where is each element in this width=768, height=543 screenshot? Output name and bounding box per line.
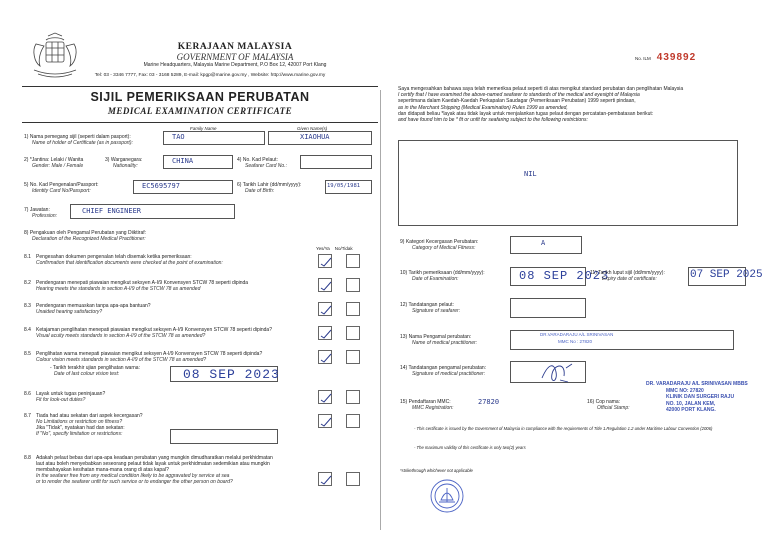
q82-number: 8.2 xyxy=(24,280,31,286)
ministry-name: KERAJAAN MALAYSIA xyxy=(177,42,293,52)
q87-english: No Limitations or restriction on fitness? xyxy=(36,419,123,425)
seafarer-card-field xyxy=(300,155,372,169)
f2-label: 2) *Jantina: Lelaki / Wanita xyxy=(24,157,84,163)
family-name-value: TAO xyxy=(172,133,185,141)
intro-malay: Saya mengesahkan bahawa saya telah memeriksa pelaut seperti di atas mengikut standard perubatan dan penglihatan Malaysia xyxy=(398,86,684,92)
practitioner-stamp-mmc: MMC No : 27820 xyxy=(558,339,593,344)
q87-no-checkbox[interactable] xyxy=(346,414,360,428)
marine-department-seal xyxy=(429,478,465,514)
q84-english: Visual acuity meets standards in section A-I/9 of the STCW 78 as amended? xyxy=(36,333,206,339)
q86-no-checkbox[interactable] xyxy=(346,390,360,404)
f4-en: Seafarer Card No.: xyxy=(245,163,287,169)
practitioner-stamp-name: DR.VARADARAJU A/L SRINIVASAN xyxy=(540,332,614,337)
colour-test-label: - Tarikh terakhir ujian penglihatan warna: xyxy=(50,365,140,371)
government-name: GOVERNMENT OF MALAYSIA xyxy=(176,52,294,62)
note-2: - The maximum validity of this certificate is only two(2) years xyxy=(414,445,526,450)
q85-malay: Penglihatan warna menepati piawaian mengikut seksyen A-I/9 Konvensyen STCW 78 seperti dipinda? xyxy=(36,351,263,357)
f14-label: 14) Tandatangan pengamal perubatan: xyxy=(400,365,487,371)
q88-english-2: or to render the seafarer unfit for such service or to endanger the other person on board? xyxy=(36,479,233,485)
f2-en: Gender: Male / Female xyxy=(32,163,84,169)
q86-number: 8.6 xyxy=(24,391,31,397)
f1-label: 1) Nama pemegang sijil (seperti dalam pasport): xyxy=(24,134,131,140)
title-malay: SIJIL PEMERIKSAAN PERUBATAN xyxy=(90,90,310,104)
q83-yes-checkbox[interactable] xyxy=(318,302,332,316)
q86-malay: Layak untuk tugas peninjauan? xyxy=(36,391,106,397)
q85-number: 8.5 xyxy=(24,351,31,357)
f8-en: Declaration of the Recognized Medical Practitioner: xyxy=(32,236,146,242)
q81-yes-checkbox[interactable] xyxy=(318,254,332,268)
q82-english: Hearing meets the standards in section A-I/9 of the STCW 78 as amended xyxy=(36,286,201,292)
restriction-field xyxy=(170,429,278,444)
colour-test-en: Date of last colour vision test: xyxy=(54,371,120,377)
family-name-header: Family Name xyxy=(190,126,217,131)
passport-value: EC5695797 xyxy=(142,182,180,190)
exam-date-value: 08 SEP 2023 xyxy=(519,269,610,283)
restrictions-box xyxy=(398,140,738,226)
intro-line2: I certify that I have examined the above-named seafarer to standards of the medical and eyesight of Malaysia xyxy=(398,92,640,99)
intro-line5: dan didapati beliau *layak atau tidak layak untuk menjalankan tugas pelaut dengan percatatan-pembatasan berikut: xyxy=(398,110,654,117)
nationality-value: CHINA xyxy=(172,157,194,165)
dob-value: 19/05/1981 xyxy=(327,183,361,189)
f13-en: Name of medical practitioner: xyxy=(412,340,478,346)
q81-no-checkbox[interactable] xyxy=(346,254,360,268)
serial-label: No. ILM xyxy=(635,56,651,61)
f3-en: Nationality: xyxy=(113,163,138,169)
f10-label: 10) Tarikh pemeriksaan (dd/mm/yyyy): xyxy=(400,270,485,276)
q87-extra-english: If "No", specify limitation or restrictions: xyxy=(36,431,123,437)
q86-yes-checkbox[interactable] xyxy=(318,390,332,404)
yes-no-header: Yes/Ya No/Tidak xyxy=(316,246,353,251)
f15-label: 15) Pendaftaran MMC: xyxy=(400,399,451,405)
given-name-value: XIAOHUA xyxy=(300,133,330,141)
q88-no-checkbox[interactable] xyxy=(346,472,360,486)
q84-malay: Ketajaman penglihatan menepati piawaian mengikut seksyen A-I/9 Konvensyen STCW 78 seperti dipinda? xyxy=(36,327,272,333)
f3-label: 3) Warganegara: xyxy=(105,157,143,163)
intro-line4: as in the Merchant Shipping (Medical Examination) Rules 1999 as amended, xyxy=(398,104,568,111)
intro-line3: sepertimana dalam Kaedah-Kaedah Perkapalan Saudagar (Pemeriksaan Perubatan) 1999 seperti pindaan, xyxy=(398,98,636,105)
q84-number: 8.4 xyxy=(24,327,31,333)
f15-en: MMC Registration: xyxy=(412,405,454,411)
f12-en: Signature of seafarer: xyxy=(412,308,461,314)
intro-line6: and have found him to be * fit or unfit for seafaring subject to the following restrictions: xyxy=(398,117,588,124)
q85-no-checkbox[interactable] xyxy=(346,350,360,364)
q86-english: Fit for look-out duties? xyxy=(36,397,86,403)
clinic-stamp-line5: 42000 PORT KLANG. xyxy=(666,407,716,413)
f5-label: 5) No. Kad Pengenalan/Passport: xyxy=(24,182,99,188)
colour-test-date: 08 SEP 2023 xyxy=(183,367,280,382)
practitioner-signature xyxy=(538,358,578,390)
q88-line3: membahayakan kesihatan mana-mana orang di atas kapal? xyxy=(36,467,169,473)
f6-label: 6) Tarikh Lahir (dd/mm/yyyy): xyxy=(237,182,302,188)
q85-yes-checkbox[interactable] xyxy=(318,350,332,364)
expiry-date-value: 07 SEP 2025 xyxy=(690,269,763,281)
profession-value: CHIEF ENGINEER xyxy=(82,207,142,215)
q87-yes-checkbox[interactable] xyxy=(318,414,332,428)
q81-number: 8.1 xyxy=(24,254,31,260)
given-name-header: Given Name(s) xyxy=(297,126,328,131)
q85-english: Colour vision meets standards in section A-I/9 of the STCW 78 as amended? xyxy=(36,357,207,363)
q88-number: 8.8 xyxy=(24,455,31,461)
q88-yes-checkbox[interactable] xyxy=(318,472,332,486)
footnote: *strikethrough whichever not applicable xyxy=(400,468,473,473)
q88-line2: laut atau boleh menyebabkan seseorang pelaut tidak layak untuk perkhidmatan sedemikian atau mungkin xyxy=(36,461,270,467)
q83-english: Unaided hearing satisfactory? xyxy=(36,309,103,315)
q81-malay: Pengesahan dokumen pengenalan telah disemak ketika pemeriksaan: xyxy=(36,254,192,260)
header-address: Marine Headquarters, Malaysia Marine Department, P.O Box 12, 42007 Port Klang xyxy=(143,62,327,68)
q83-malay: Pendengaran memuaskan tanpa apa-apa bantuan? xyxy=(36,303,151,309)
f7-en: Profession: xyxy=(32,213,58,219)
serial-number: 439892 xyxy=(656,52,697,63)
category-field xyxy=(510,236,582,254)
q82-malay: Pendengaran menepati piawaian mengikut seksyen A-I/9 Konvensyen STCW 78 seperti dipinda xyxy=(36,280,249,286)
clinic-stamp-line1: DR. VARADARAJU A/L SRINIVASAN MBBS xyxy=(646,381,748,387)
q82-no-checkbox[interactable] xyxy=(346,278,360,292)
f4-label: 4) No. Kad Pelaut: xyxy=(237,157,278,163)
note-1: - This certificate is issued by the Government of Malaysia in compliance with the requirements of Title 1.Regulation 1.2 under Maritime Labour Convention (2006) xyxy=(414,426,713,431)
f1-en: Name of holder of Certificate (as in passport): xyxy=(32,140,133,146)
f12-label: 12) Tandatangan pelaut: xyxy=(400,302,454,308)
f6-en: Date of Birth: xyxy=(245,188,275,194)
q87-malay: Tiada had atau sekatan dari aspek kecergasan? xyxy=(36,413,143,419)
f10-en: Date of Examination: xyxy=(412,276,459,282)
f9-en: Category of Medical Fitness: xyxy=(412,245,476,251)
f11-en: Expiry date of certificate: xyxy=(602,276,657,282)
q87-number: 8.7 xyxy=(24,413,31,419)
q81-english: Confirmation that identification documents were checked at the point of examination: xyxy=(36,260,223,266)
f8-label: 8) Pengakuan oleh Pengamal Perubatan yang Diiktiraf: xyxy=(24,230,147,236)
f5-en: Identity Card No/Passport: xyxy=(32,188,91,194)
f16-en: Official Stamp: xyxy=(597,405,630,411)
q84-no-checkbox[interactable] xyxy=(346,326,360,340)
mmc-value: 27820 xyxy=(478,398,500,406)
clinic-stamp-line3: KLINIK DAN SURGERI RAJU xyxy=(666,394,735,400)
q83-number: 8.3 xyxy=(24,303,31,309)
f9-label: 9) Kategori Kecergasan Perubatan: xyxy=(400,239,479,245)
f13-label: 13) Nama Pengamal perubatan: xyxy=(400,334,472,340)
f7-label: 7) Jawatan: xyxy=(24,207,50,213)
clinic-stamp-line4: NO. 10, JALAN KEM, xyxy=(666,400,716,407)
q88-english: In the seafarer free from any medical condition likely to be aggravated by service at sea xyxy=(36,473,230,479)
category-value: A xyxy=(541,239,546,247)
q87-extra-malay: Jika "Tidak", nyatakan had dan sekatan: xyxy=(36,425,125,431)
q88-malay: Adakah pelaut bebas dari apa-apa keadaan perubatan yang mungkin dimudharatkan melalui perkhidmatan xyxy=(36,455,273,461)
f16-label: 16) Cop nama: xyxy=(587,399,621,405)
header-contact: Tel: 03 - 3346 7777, Fax: 03 - 3168 5289, E-mail: kpgp@marine.gov.my , Website: http://www.marine.gov.my xyxy=(94,73,326,78)
clinic-stamp-line2: MMC NO: 27820 xyxy=(666,387,704,394)
q82-yes-checkbox[interactable] xyxy=(318,278,332,292)
q84-yes-checkbox[interactable] xyxy=(318,326,332,340)
title-english: MEDICAL EXAMINATION CERTIFICATE xyxy=(107,106,293,116)
q83-no-checkbox[interactable] xyxy=(346,302,360,316)
f11-label: 11) Tarikh luput sijil (dd/mm/yyyy): xyxy=(590,270,665,276)
restrictions-value: NIL xyxy=(524,170,537,178)
seafarer-signature-field xyxy=(510,298,586,318)
f14-en: Signature of medical practitioner: xyxy=(412,371,486,377)
